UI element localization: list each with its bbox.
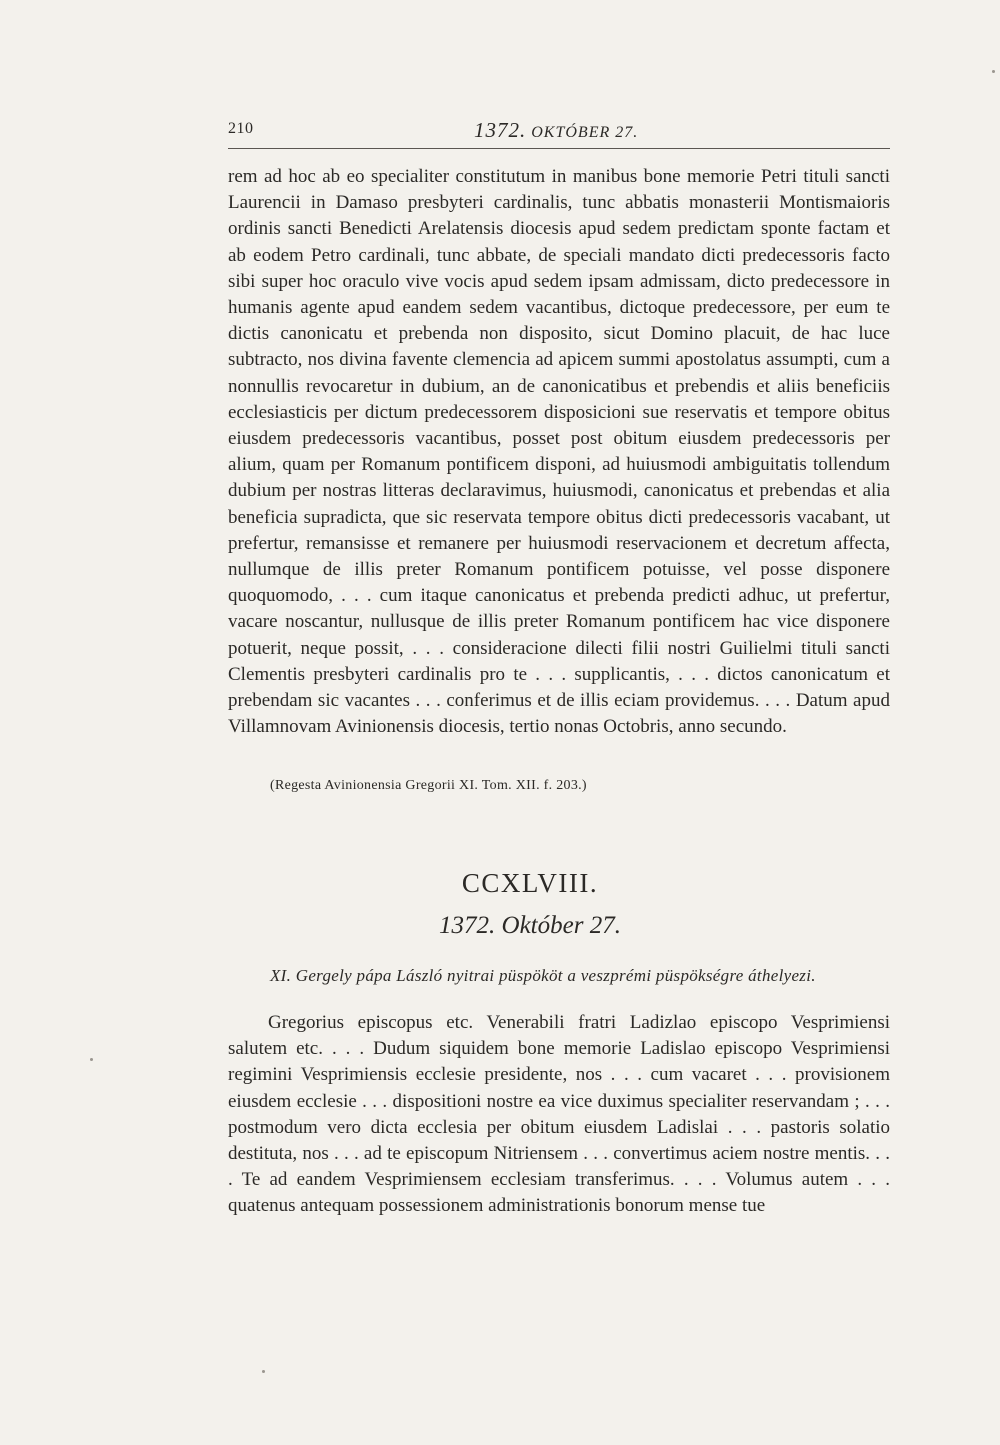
body-text-continued: [228, 164, 890, 740]
document-date-heading: 1372. Október 27.: [439, 912, 621, 939]
running-title-year: 1372.: [474, 118, 527, 142]
paragraph: Gregorius episcopus etc. Venerabili fratri Ladizlao episcopo Vesprimiensi salutem etc. . . . Dudum siquidem bone memorie Ladislao episcopo Vesprimiensi regimini Vesprimiensis ecclesie presidente, nos . . . cum vacaret . . . provisionem eiusdem ecclesie . . . dispositioni nostre ea vice duximus specialiter reservandam ; . . . postmodum vero dicta ecclesia per obitum eiusdem Ladislai . . . pastoris solatio destituta, nos . . . ad te episcopum Nitriensem . . . convertimus aciem nostre mentis. . . . Te ad eandem Vesprimiensem ecclesiam transferimus. . . . Volumus autem . . . quatenus antequam possessionem administrationis bonorum mense tue: [228, 1012, 890, 1217]
source-citation: (Regesta Avinionensia Gregorii XI. Tom. XII. f. 203.): [270, 778, 587, 793]
scan-speck: [90, 1058, 93, 1061]
document-summary: XI. Gergely pápa László nyitrai püspököt a veszprémi püspökségre áthelyezi.: [270, 966, 816, 985]
running-title: [474, 118, 638, 143]
page-number: 210: [228, 120, 254, 137]
paragraph-continued: rem ad hoc ab eo specialiter constitutum in manibus bone memorie Petri tituli sancti Laurencii in Damaso presbyteri cardinalis, tunc abbatis monasterii Montismaioris ordinis sancti Benedicti Arelatensis diocesis apud sedem predictam sponte factam et ab eodem Petro cardinali, tunc abbate, de speciali mandato dicti predecessoris facto sibi super hoc oraculo vive vocis apud sedem ipsam admissam, dicto predecessore in humanis agente apud eandem sedem vacantibus, dictoque predecessore, per eum te dictis canonicatu et prebenda non disposito, sicut Domino placuit, de hac luce subtracto, nos divina favente clemencia ad apicem summi apostolatus assumpti, cum a nonnullis revocaretur in dubium, an de canonicatibus et prebendis et aliis beneficiis ecclesiasticis per dictum predecessorem disposicioni sue reservatis et tempore obitus eiusdem predecessoris vacantibus, posset post obitum eiusdem predecessoris per alium, quam per Romanum pontificem disponi, ad huiusmodi ambiguitatis tollendum dubium per nostras litteras declaravimus, huiusmodi, canonicatus et prebendas et alia beneficia supradicta, que sic reservata tempore obitus dicti predecessoris vacabant, ut prefertur, remansisse et remanere per huiusmodi reservacionem et decretum affecta, nullumque de illis preter Romanum pontificem potuisse, vel posse disponere quoquomodo, . . . cum itaque canonicatus et prebenda predicti adhuc, ut prefertur, vacare noscantur, nullusque de illis preter Romanum pontificem hac vice disponere potuerit, neque possit, . . . consideracione dilecti filii nostri Guilielmi tituli sancti Clementis presbyteri cardinalis pro te . . . supplicantis, . . . dictos canonicatum et prebendam sic vacantes . . . conferimus et de illis eciam providemus. . . . Datum apud Villamnovam Avinionensis diocesis, tertio nonas Octobris, anno secundo.: [228, 166, 890, 738]
running-title-month-day: OKTÓBER 27.: [526, 124, 639, 141]
document-body-text: [228, 1010, 890, 1220]
running-header: [228, 118, 890, 149]
document-number-heading: CCXLVIII.: [461, 868, 599, 898]
scan-speck: [262, 1370, 265, 1373]
scan-speck: [992, 70, 995, 73]
